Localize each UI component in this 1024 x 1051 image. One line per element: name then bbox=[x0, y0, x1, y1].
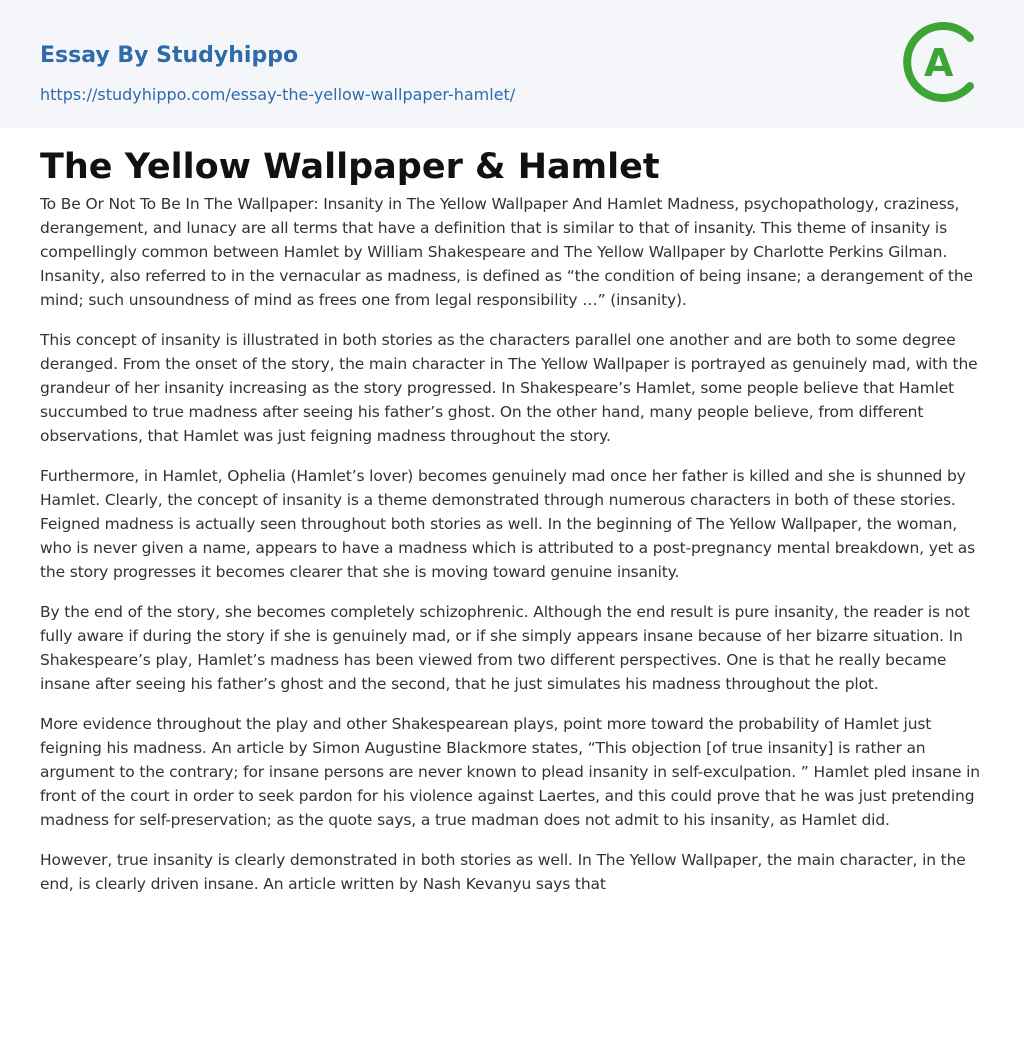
article-title: The Yellow Wallpaper & Hamlet bbox=[40, 147, 660, 187]
site-header bbox=[0, 0, 1024, 128]
article bbox=[0, 128, 1024, 896]
article-paragraph-2: This concept of insanity is illustrated in both stories as the characters parallel one another and are both to some degree deranged. From the onset of the story, the main character in The Yellow Wallpaper is portrayed as genuinely mad, with the grandeur of her insanity increasing as the story progressed. In Shakespeare’s Hamlet, some people believe that Hamlet succumbed to true madness after seeing his father’s ghost. On the other hand, many people believe, from different observations, that Hamlet was just feigning madness throughout the story. bbox=[40, 331, 978, 445]
studyhippo-logo-icon[interactable] bbox=[900, 20, 984, 104]
article-paragraph-4: By the end of the story, she becomes completely schizophrenic. Although the end result is pure insanity, the reader is not fully aware if during the story if she is genuinely mad, or if she simply appears insane because of her bizarre situation. In Shakespeare’s play, Hamlet’s madness has been viewed from two different perspectives. One is that he really became insane after seeing his father’s ghost and the second, that he just simulates his madness throughout the plot. bbox=[40, 603, 970, 693]
article-paragraph-5: More evidence throughout the play and other Shakespearean plays, point more toward the probability of Hamlet just feigning his madness. An article by Simon Augustine Blackmore states, “This objection [of true insanity] is rather an argument to the contrary; for insane persons are never known to plead insanity in self-exculpation. ” Hamlet pled insane in front of the court in order to seek pardon for his violence against Laertes, and this could prove that he was just pretending madness for self-preservation; as the quote says, a true madman does not admit to his insanity, as Hamlet did. bbox=[40, 715, 980, 829]
article-paragraph-6: However, true insanity is clearly demonstrated in both stories as well. In The Yellow Wallpaper, the main character, in the end, is clearly driven insane. An article written by Nash Kevanyu says that bbox=[40, 851, 966, 893]
article-paragraph-3: Furthermore, in Hamlet, Ophelia (Hamlet’s lover) becomes genuinely mad once her father is killed and she is shunned by Hamlet. Clearly, the concept of insanity is a theme demonstrated through numerous characters in both of these stories. Feigned madness is actually seen throughout both stories as well. In the beginning of The Yellow Wallpaper, the woman, who is never given a name, appears to have a madness which is attributed to a post-pregnancy mental breakdown, yet as the story progresses it becomes clearer that she is moving toward genuine insanity. bbox=[40, 467, 976, 581]
source-url-link[interactable]: https://studyhippo.com/essay-the-yellow-wallpaper-hamlet/ bbox=[40, 85, 516, 104]
brand-title: Essay By Studyhippo bbox=[40, 43, 299, 68]
logo-letter: A bbox=[924, 41, 954, 85]
article-paragraph-1: To Be Or Not To Be In The Wallpaper: Insanity in The Yellow Wallpaper And Hamlet Madness, psychopathology, craziness, derangement, and lunacy are all terms that have a definition that is similar to that of insanity. This theme of insanity is compellingly common between Hamlet by William Shakespeare and The Yellow Wallpaper by Charlotte Perkins Gilman. Insanity, also referred to in the vernacular as madness, is defined as “the condition of being insane; a derangement of the mind; such unsoundness of mind as frees one from legal responsibility …” (insanity). bbox=[40, 195, 973, 309]
